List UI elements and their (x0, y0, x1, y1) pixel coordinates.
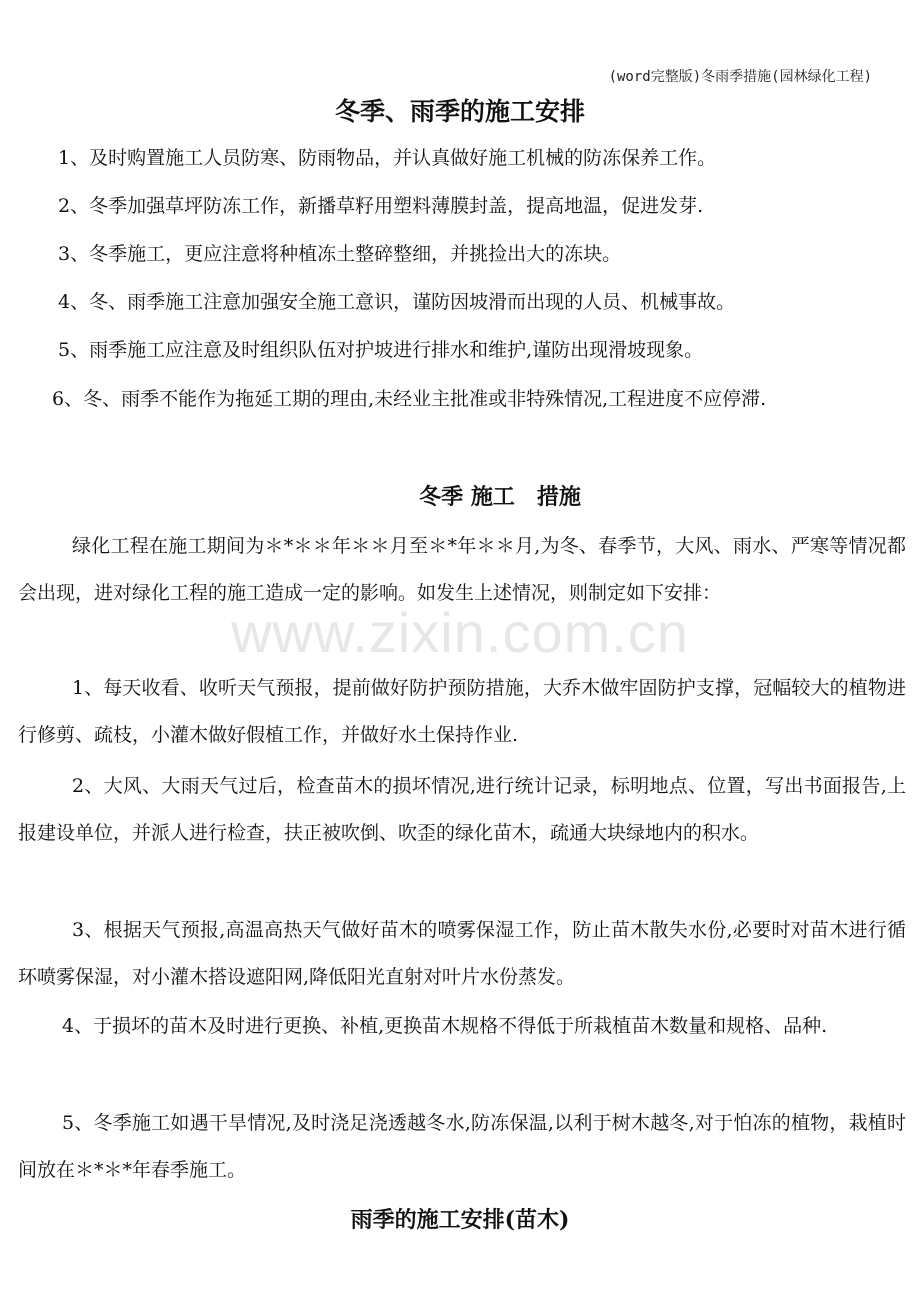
s2-item-4: 4、于损坏的苗木及时进行更换、补植,更换苗木规格不得低于所栽植苗木数量和规格、品种. (62, 1015, 828, 1037)
page-header: (word完整版)冬雨季措施(园林绿化工程) (608, 69, 872, 85)
s1-item-6: 6、冬、雨季不能作为拖延工期的理由,未经业主批准或非特殊情况,工程进度不应停滞. (52, 388, 767, 410)
s2-item-3: 3、根据天气预报,高温高热天气做好苗木的喷雾保湿工作，防止苗木散失水份,必要时对苗木进行循环喷雾保湿，对小灌木搭设遮阳网,降低阳光直射对叶片水份蒸发。 (18, 919, 906, 988)
s2-intro: 绿化工程在施工期间为＊*＊＊年＊＊月至＊*年＊＊月,为冬、春季节，大风、雨水、严寒等情况都会出现，进对绿化工程的施工造成一定的影响。如发生上述情况，则制定如下安排： (18, 535, 906, 604)
s1-item-1: 1、及时购置施工人员防寒、防雨物品，并认真做好施工机械的防冻保养工作。 (58, 147, 717, 169)
s1-item-5: 5、雨季施工应注意及时组织队伍对护坡进行排水和维护,谨防出现滑坡现象。 (58, 339, 704, 361)
s2-item-1: 1、每天收看、收听天气预报，提前做好防护预防措施，大乔木做牢固防护支撑，冠幅较大的植物进行修剪、疏枝，小灌木做好假植工作，并做好水土保持作业. (18, 677, 906, 746)
watermark: www.zixin.com.cn (231, 601, 689, 664)
section2-title: 冬季 施工 措施 (419, 484, 581, 510)
s1-item-4: 4、冬、雨季施工注意加强安全施工意识，谨防因坡滑而出现的人员、机械事故。 (58, 291, 736, 313)
s2-item-2: 2、大风、大雨天气过后，检查苗木的损坏情况,进行统计记录，标明地点、位置，写出书面报告,上报建设单位，并派人进行检查，扶正被吹倒、吹歪的绿化苗木，疏通大块绿地内的积水。 (18, 775, 906, 844)
section3-title: 雨季的施工安排(苗木) (350, 1207, 570, 1233)
s1-item-2: 2、冬季加强草坪防冻工作，新播草籽用塑料薄膜封盖，提高地温，促进发芽. (58, 195, 704, 217)
section1-title: 冬季、雨季的施工安排 (334, 97, 585, 126)
s2-item-5: 5、冬季施工如遇干旱情况,及时浇足浇透越冬水,防冻保温,以利于树木越冬,对于怕冻的植物，栽植时间放在＊*＊*年春季施工。 (18, 1112, 906, 1181)
s1-item-3: 3、冬季施工，更应注意将种植冻土整碎整细，并挑捡出大的冻块。 (58, 243, 622, 265)
